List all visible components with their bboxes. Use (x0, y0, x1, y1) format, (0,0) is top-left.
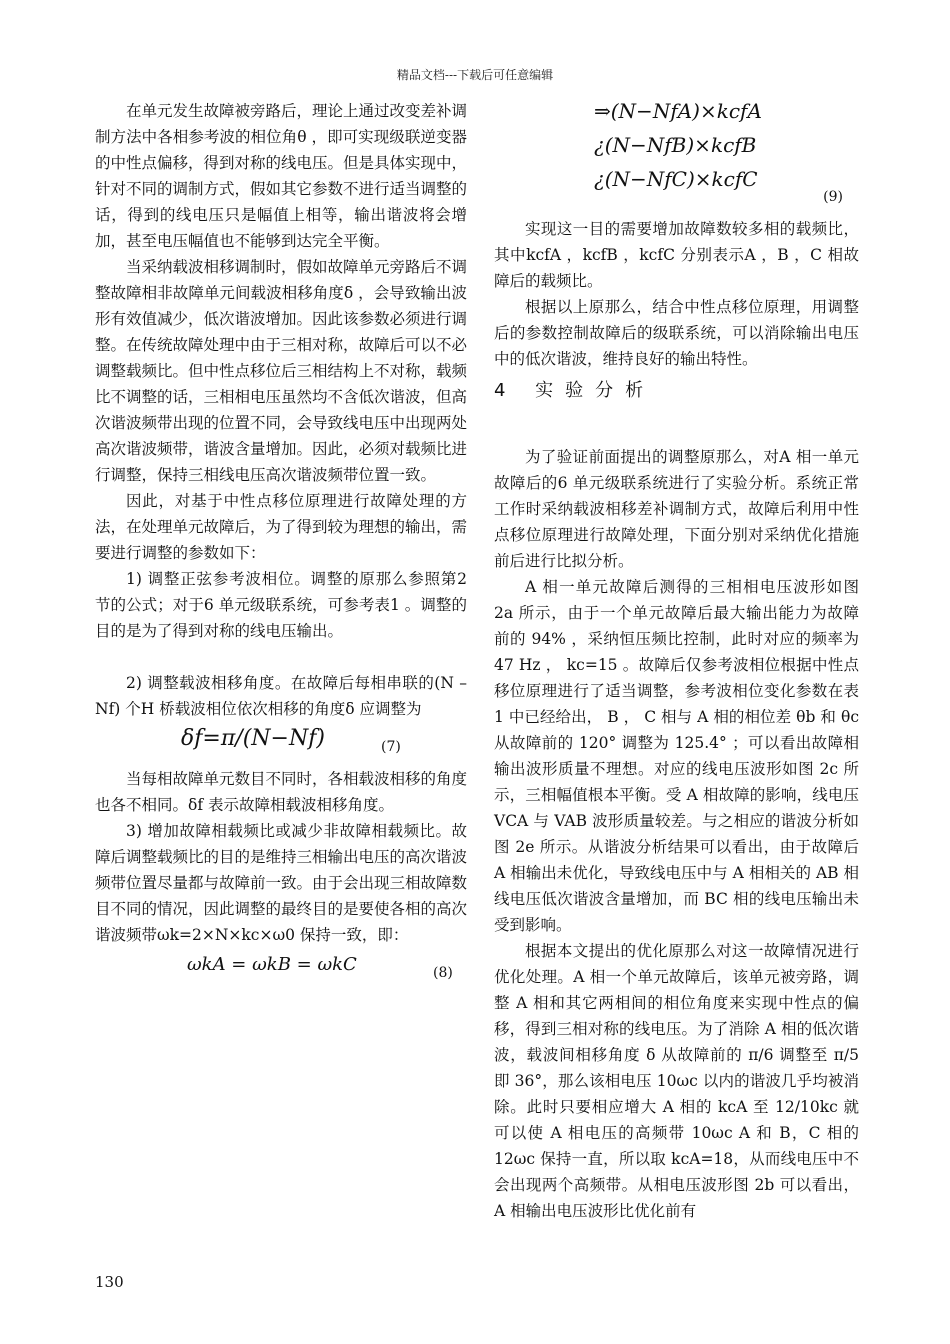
paragraph: 2) 调整载波相移角度。在故障后每相串联的(N – Nf) 个H 桥载波相位依次相移的角度δ 应调整为 (95, 674, 467, 718)
paragraph: 当每相故障单元数目不同时，各相载波相移的角度也各不相同。δf 表示故障相载波相移角度。 (95, 770, 468, 814)
equation-formula: ωkA = ωkB = ωkC (187, 954, 357, 975)
equation-formula: δf=π/(N−Nf) (181, 726, 325, 751)
equation-line: ⇒(N−NfA)×kcfA (594, 99, 762, 123)
paragraph: 根据本文提出的优化原那么对这一故障情况进行优化处理。A 相一个单元故障后，该单元被旁路，调整 A 相和其它两相间的相位角度来实现中性点的偏移，得到三相对称的线电压。为了消除 A 相的低次谐波，载波间相移角度 δ 从故障前的 π/6 调整至 π/5 即 36°，那么该相电压 10ωc 以内的谐波几乎均被消除。此时只要相应增大 A 相的 kcA 至 12/10kc 就可以使 A 相电压的高频带 10ωc A 和 B，C 相的 12ωc 保持一直，所以取 kcA=18，从而线电压中不会出现两个高频带。从相电压波形图 2b 可以看出，A 相输出电压波形比优化前有 (494, 942, 859, 1220)
paragraph: A 相一单元故障后测得的三相相电压波形如图 2a 所示，由于一个单元故障后最大输出能力为故障前的 94% ，采纳恒压频比控制，此时对应的频率为 47 Hz ， kc=15 。故障后仅参考波相位根据中性点移位原理进行了适当调整，参考波相位变化参数在表 1 中已经给出， B ， C 相与 A 相的相位差 θb 和 θc 从故障前的 120° 调整为 125.4° ；可以看出故障相输出波形质量不理想。对应的线电压波形如图 2c 所示，三相幅值根本平衡。受 A 相故障的影响，线电压 VCA 与 VAB 波形质量较差。与之相应的谐波分析如图 2e 所示。从谐波分析结果可以看出，由于故障后 A 相输出未优化，导致线电压中与 A 相相关的 AB 相线电压低次谐波含量增加，而 BC 相的线电压输出未受到影响。 (494, 578, 859, 934)
page-header: 精品文档---下载后可任意编辑 (396, 68, 554, 82)
paragraph: 根据以上原那么，结合中性点移位原理，用调整后的参数控制故障后的级联系统，可以消除输出电压中的低次谐波，维持良好的输出特性。 (494, 298, 859, 368)
right-column (494, 98, 859, 1224)
equation-line: ¿(N−NfC)×kcfC (594, 167, 758, 191)
paragraph: 3) 增加故障相载频比或减少非故障相载频比。故障后调整载频比的目的是维持三相输出电压的高次谐波频带位置尽量都与故障前一致。由于会出现三相故障数目不同的情况，因此调整的最终目的是要使各相的高次谐波频带ωk=2×N×kc×ω0 保持一致，即： (95, 822, 468, 944)
left-column (95, 98, 467, 992)
paragraph: 实现这一目的需要增加故障数较多相的载频比，其中kcfA ，kcfB ，kcfC 分别表示A ，B ，C 相故障后的载频比。 (494, 220, 859, 290)
paragraph: 当采纳载波相移调制时，假如故障单元旁路后不调整故障相非故障单元间载波相移角度δ ，会导致输出波形有效值减少，低次谐波增加。因此该参数必须进行调整。在传统故障处理中由于三相对称，故障后可以不必调整载频比。但中性点移位后三相结构上不对称，载频比不调整的话，三相相电压虽然均不含低次谐波，但高次谐波频带出现的位置不同，会导致线电压中出现两处高次谐波频带，谐波含量增加。因此，必须对载频比进行调整，保持三相线电压高次谐波频带位置一致。 (95, 258, 468, 484)
equation-line: ¿(N−NfB)×kcfB (594, 133, 757, 157)
paragraph: 在单元发生故障被旁路后，理论上通过改变差补调制方法中各相参考波的相位角θ ，即可实现级联逆变器的中性点偏移，得到对称的线电压。但是具体实现中，针对不同的调制方式，假如其它参数不进行适当调整的话，得到的线电压只是幅值上相等，输出谐波将会增加，甚至电压幅值也不能够到达完全平衡。 (95, 102, 468, 250)
paragraph: 为了验证前面提出的调整原那么，对A 相一单元故障后的6 单元级联系统进行了实验分析。系统正常工作时采纳载波相移差补调制方式，故障后利用中性点移位原理进行故障处理，下面分别对采纳优化措施前后进行比拟分析。 (494, 448, 859, 570)
equation-number: (7) (381, 739, 401, 755)
equation-7 (95, 722, 467, 766)
section-heading: 4 实验分析 (494, 380, 656, 401)
equation-8 (95, 948, 467, 992)
paragraph: 因此，对基于中性点移位原理进行故障处理的方法，在处理单元故障后，为了得到较为理想的输出，需要进行调整的参数如下： (95, 492, 468, 562)
page-number: 130 (95, 1273, 124, 1291)
equation-9 (494, 98, 859, 216)
equation-number: (9) (823, 189, 843, 205)
equation-number: (8) (433, 965, 453, 981)
paragraph: 1) 调整正弦参考波相位。调整的原那么参照第2 节的公式；对于6 单元级联系统，可参考表1 。调整的目的是为了得到对称的线电压输出。 (95, 570, 467, 640)
